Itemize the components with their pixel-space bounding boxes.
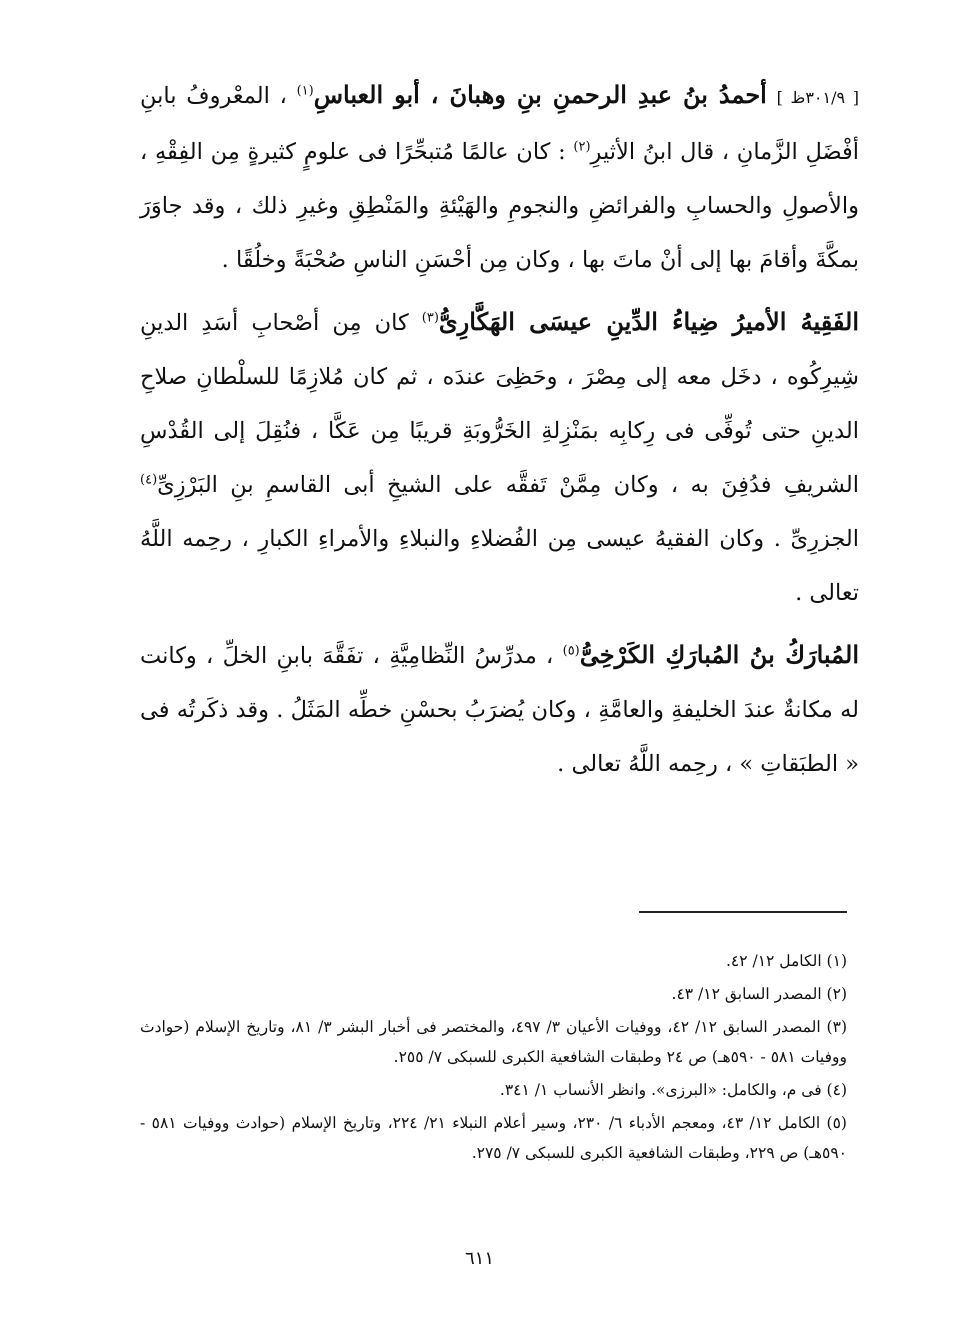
biography-entry-1 <box>140 68 859 287</box>
page-number: ٦١١ <box>464 1248 494 1269</box>
entry-text: ، مدرِّسُ النِّظامِيَّةِ ، تفَقَّهَ بابنِ الخلِّ ، وكانت له مكانةٌ عندَ الخليفةِ والعامَّةِ ، وكان يُضرَبُ بحسْنِ خطِّه المَثَلُ . وقد ذكَرتُه فى « الطبَقاتِ » ، رحِمه اللَّهُ تعالى . <box>140 643 859 777</box>
footnote-marker[interactable]: (٢) <box>573 139 591 155</box>
entry-name: المُبارَكُ بنُ المُبارَكِ الكَرْخِىُّ <box>579 640 859 669</box>
entry-name: أحمدُ بنُ عبدِ الرحمنِ بنِ وهبانَ ، أبو العباسِ <box>313 80 767 109</box>
entry-text: : كان عالمًا مُتبحِّرًا فى علومٍ كثيرةٍ مِن الفِقْهِ ، والأصولِ والحسابِ والفرائضِ والنجومِ والهَيْئةِ والمَنْطِقِ وغيرِ ذلك ، وقد جاوَرَ بمكَّةَ وأقامَ بها إلى أنْ ماتَ بها ، وكان مِن أحْسَنِ الناسِ صُحْبَةً وخلُقًا . <box>140 139 859 273</box>
biography-entry-2 <box>140 295 859 620</box>
footnote-1: (١) الكامل ١٢/ ٤٢. <box>725 952 847 970</box>
footnote-marker[interactable]: (٥) <box>562 643 580 659</box>
footnotes <box>140 946 847 1171</box>
entry-name: الفَقِيهُ الأميرُ ضِياءُ الدِّينِ عيسَى الهَكَّارِىُّ <box>438 307 859 336</box>
entry-text: ، المعْروفُ بابنِ أفْضَلِ الزَّمانِ ، قال ابنُ الأثيرِ <box>140 83 860 165</box>
biography-entry-3 <box>140 628 859 791</box>
footnote-4: (٤) فى م، والكامل: «البرزى». وانظر الأنساب ١/ ٣٤١. <box>499 1081 847 1099</box>
footnote-divider <box>639 911 847 913</box>
footnote-2: (٢) المصدر السابق ١٢/ ٤٣. <box>671 985 847 1003</box>
footnote-marker[interactable]: (٤) <box>140 472 158 488</box>
manuscript-folio-ref: [ ٣٠١/٩ظ ] <box>776 88 859 107</box>
footnote-5: (٥) الكامل ١٢/ ٤٣، ومعجم الأدباء ٦/ ٢٣٠، وسير أعلام النبلاء ٢١/ ٢٢٤، وتاريخ الإسلام (حوادث ووفيات ٥٨١ - ٥٩٠هـ) ص ٢٢٩، وطبقات الشافعية الكبرى للسبكى ٧/ ٢٧٥. <box>140 1114 847 1162</box>
footnote-marker[interactable]: (١) <box>296 83 314 99</box>
entry-text: الجزرِىِّ . وكان الفقيهُ عيسى مِن الفُضلاءِ والنبلاءِ والأمراءِ الكبارِ ، رحِمه اللَّهُ تعالى . <box>140 526 859 606</box>
main-text <box>140 68 859 791</box>
footnote-marker[interactable]: (٣) <box>421 310 439 326</box>
entry-text: كان مِن أصْحابِ أسَدِ الدينِ شِيرِكُوه ، دخَل معه إلى مِصْرَ ، وحَظِىَ عندَه ، ثم كان مُلازِمًا للسلْطانِ صلاحِ الدينِ حتى تُوفِّى فى رِكابِه بمَنْزِلةِ الخَرُّوبَةِ قريبًا مِن عَكَّا ، فنُقِلَ إلى القُدْسِ الشريفِ فدُفِنَ به ، وكان مِمَّنْ تَفقَّه على الشيخِ أبى القاسمِ بنِ البَرْزِىِّ <box>140 310 859 498</box>
footnote-3: (٣) المصدر السابق ١٢/ ٤٢، ووفيات الأعيان ٣/ ٤٩٧، والمختصر فى أخبار البشر ٣/ ٨١، وتاريخ الإسلام (حوادث ووفيات ٥٨١ - ٥٩٠هـ) ص ٢٤ وطبقات الشافعية الكبرى للسبكى ٧/ ٢٥٥. <box>140 1018 847 1066</box>
